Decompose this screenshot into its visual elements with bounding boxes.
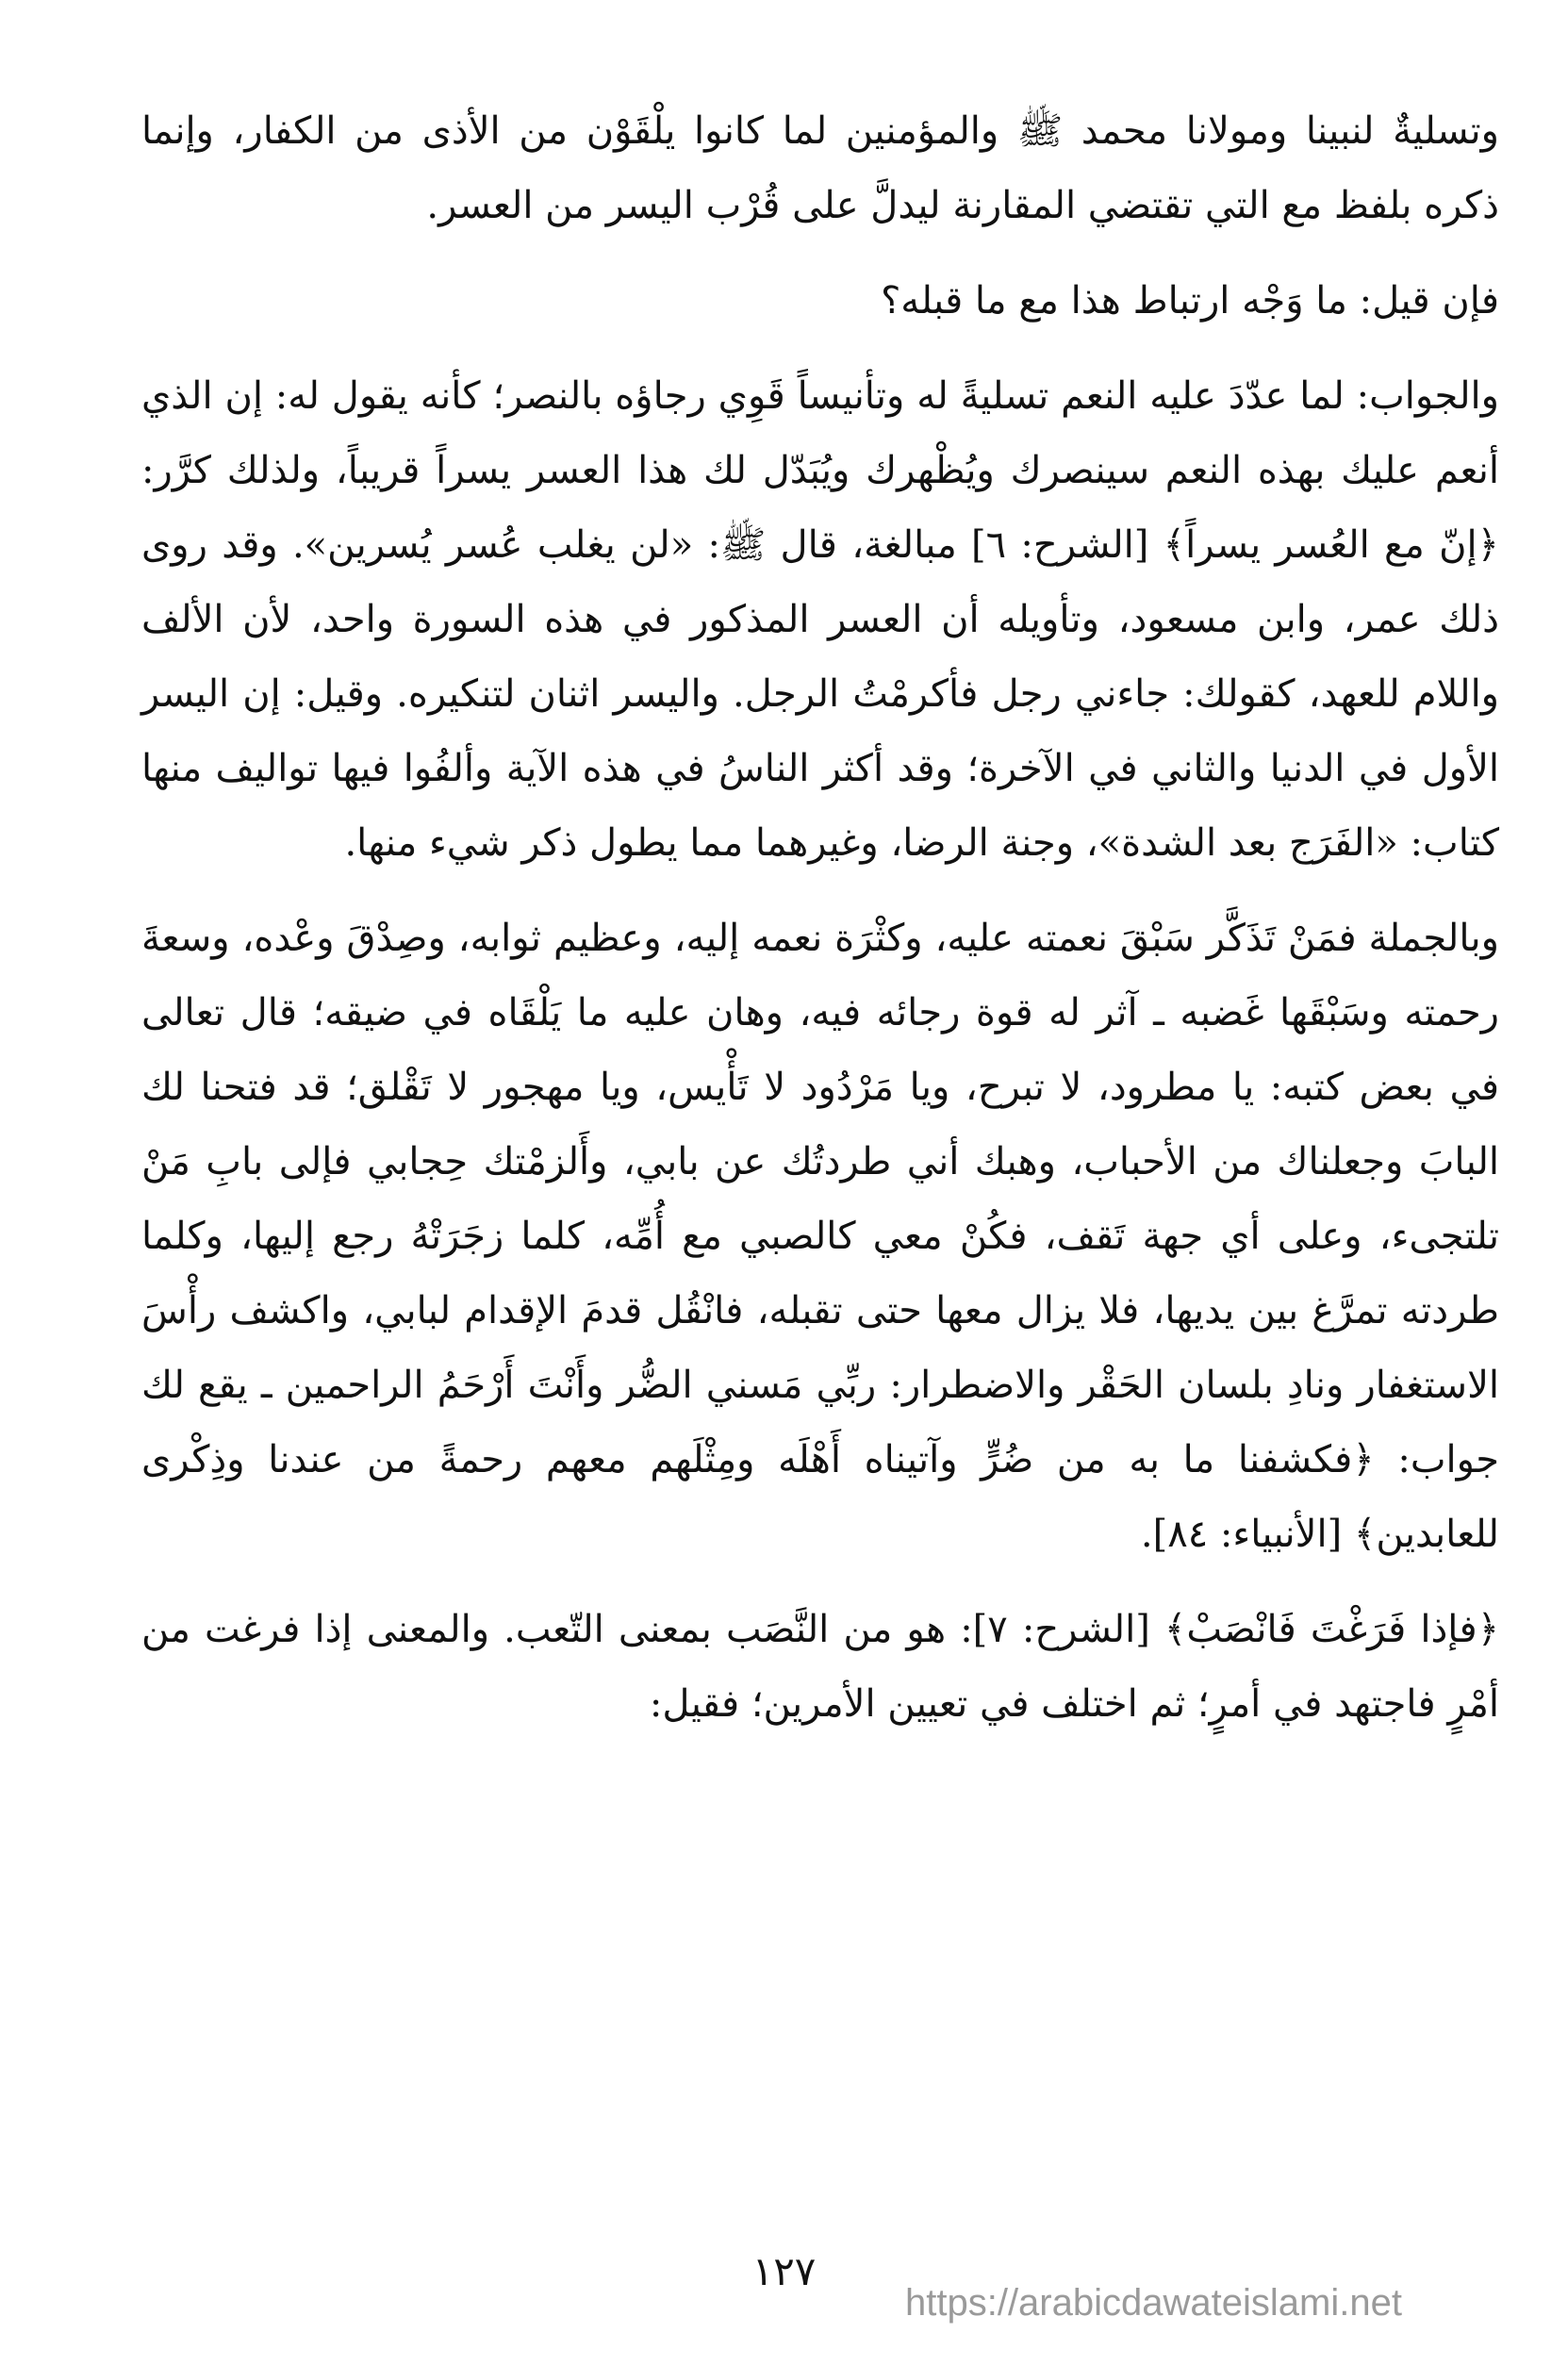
paragraph-1: وتسليةٌ لنبينا ومولانا محمد ﷺ والمؤمنين لما كانوا يلْقَوْن من الأذى من الكفار، وإنما ذكره بلفظ مع التي تقتضي المقارنة ليدلَّ على قُرْب اليسر من العسر. — [141, 109, 1499, 227]
paragraph-3: والجواب: لما عدّدَ عليه النعم تسليةً له وتأنيساً قَوِي رجاؤه بالنصر؛ كأنه يقول له: إن الذي أنعم عليك بهذه النعم سينصرك ويُظْهرك ويُبَدّل لك هذا العسر يسراً قريباً، ولذلك كرَّر: ﴿إنّ مع العُسر يسراً﴾ [الشرح: ٦] مبالغة، قال ﷺ: «لن يغلب عُسر يُسرين». وقد روى ذلك عمر، وابن مسعود، وتأويله أن العسر المذكور في هذه السورة واحد، لأن الألف واللام للعهد، كقولك: جاءني رجل فأكرمْتُ الرجل. واليسر اثنان لتنكيره. وقيل: إن اليسر الأول في الدنيا والثاني في الآخرة؛ وقد أكثر الناسُ في هذه الآية وألفُوا فيها تواليف منها كتاب: «الفَرَج بعد الشدة»، وجنة الرضا، وغيرهما مما يطول ذكر شيء منها. — [141, 374, 1499, 865]
paragraph-5: ﴿فإذا فَرَغْتَ فَانْصَبْ﴾ [الشرح: ٧]: هو من النَّصَب بمعنى التّعب. والمعنى إذا فرغت من أمْرٍ فاجتهد في أمرٍ؛ ثم اختلف في تعيين الأمرين؛ فقيل: — [141, 1608, 1500, 1726]
page-body — [141, 94, 1499, 1742]
page-number: ١٢٧ — [751, 2248, 817, 2294]
paragraph-2: فإن قيل: ما وَجْه ارتباط هذا مع ما قبله؟ — [881, 279, 1499, 323]
paragraph-4: وبالجملة فمَنْ تَذَكَّر سَبْقَ نعمته عليه، وكثْرَة نعمه إليه، وعظيم ثوابه، وصِدْقَ وعْده، وسعةَ رحمته وسَبْقَها غَضبه ـ آثر له قوة رجائه فيه، وهان عليه ما يَلْقَاه في ضيقه؛ قال تعالى في بعض كتبه: يا مطرود، لا تبرح، ويا مَرْدُود لا تَأْيس، ويا مهجور لا تَقْلق؛ قد فتحنا لك البابَ وجعلناك من الأحباب، وهبك أني طردتُك عن بابي، وأَلزمْتك حِجابي فإلى بابِ مَنْ تلتجىء، وعلى أي جهة تَقف، فكُنْ معي كالصبي مع أُمِّه، كلما زجَرَتْهُ رجع إليها، وكلما طردته تمرَّغ بين يديها، فلا يزال معها حتى تقبله، فانْقُل قدمَ الإقدام لبابي، واكشف رأْسَ الاستغفار ونادِ بلسان الحَقْر والاضطرار: ربِّي مَسني الضُّر وأَنْتَ أَرْحَمُ الراحمين ـ يقع لك جواب: ﴿فكشفنا ما به من ضُرٍّ وآتيناه أَهْلَه ومِثْلَهم معهم رحمةً من عندنا وذِكْرى للعابدين﴾ [الأنبياء: ٨٤]. — [141, 917, 1499, 1556]
watermark-url: https://arabicdawateislami.net — [905, 2282, 1402, 2324]
